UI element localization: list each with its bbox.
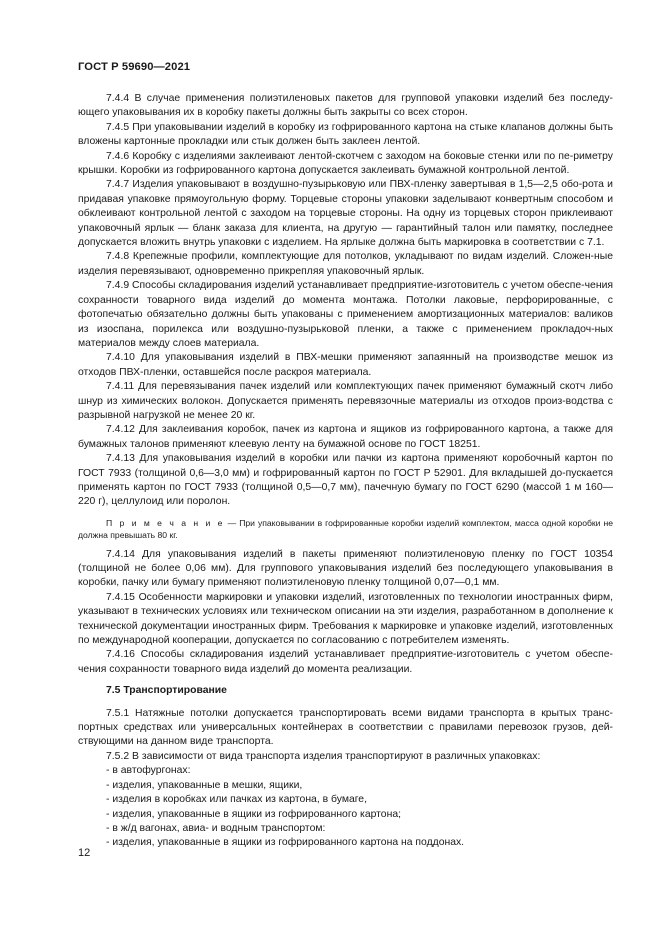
document-body	[78, 92, 613, 851]
paragraph-7-4-13: 7.4.13 Для упаковывания изделий в коробки или пачки из картона применяют коробочный картон по ГОСТ 7933 (толщиной 0,6—3,0 мм) и гофрированный картон по ГОСТ Р 52901. Для вкладышей до-пускается применять картон по ГОСТ 7933 (толщиной 0,5—0,7 мм), пачечную бумагу по ГОСТ 6290 (массой 1 м 160—220 г), целлулоид или поролон.	[78, 453, 613, 508]
paragraph-7-4-11: 7.4.11 Для перевязывания пачек изделий или комплектующих пачек применяют бумажный скотч либо шнур из химических волокон. Допускается применять перевязочные материалы из отходов произ-водства с разрывной нагрузкой не менее 20 кг.	[78, 381, 613, 421]
paragraph-7-4-10: 7.4.10 Для упаковывания изделий в ПВХ-мешки применяют запаянный на производстве мешок из отходов ПВХ-пленки, оставшейся после раскроя материала.	[78, 352, 613, 378]
list-item: - в автофургонах:	[106, 765, 191, 777]
paragraph-7-4-12: 7.4.12 Для заклеивания коробок, пачек из картона и ящиков из гофрированного картона, а также для бумажных талонов применяют клеевую ленту на бумажной основе по ГОСТ 18251.	[78, 424, 613, 450]
paragraph-7-4-16: 7.4.16 Способы складирования изделий устанавливает предприятие-изготовитель с учетом обеспе-чения сохранности товарного вида изделий до момента реализации.	[78, 649, 613, 675]
paragraph-7-5-1: 7.5.1 Натяжные потолки допускается транспортировать всеми видами транспорта в крытых транс-портных средствах или универсальных контейнерах в соответствии с правилами перевозок грузов, дей-ствующими на данном виде транспорта.	[78, 707, 613, 748]
note-label: П р и м е ч а н и е	[106, 517, 225, 528]
paragraph-7-4-9: 7.4.9 Способы складирования изделий устанавливает предприятие-изготовитель с учетом обеспе-чения сохранности товарного вида изделий до момента монтажа. Потолки лаковые, перфорированные, с фотопечатью обязательно должны быть упакованы с применением амортизационных материалов: валиков из изоспана, порилекса или воздушно-пузырьковой пленки, а также с применением прокладоч-ных материалов между слоев материала.	[78, 280, 613, 349]
paragraph-7-4-7: 7.4.7 Изделия упаковывают в воздушно-пузырьковую или ПВХ-пленку завертывая в 1,5—2,5 обо-рота и придавая упаковке прямоугольную форму. Торцевые стороны упаковки заделывают конвертным способом и обклеивают контрольной лентой с заходом на торцевые стороны. На одну из торцевых сторон приклеивают упаковочный ярлык — бланк заказа для клиента, на другую — гарантийный талон или памятку, последнее допускается вложить внутрь упаковки с изделием. На ярлыке должна быть маркировка в соответствии с 7.1.	[78, 179, 613, 249]
list-item: - изделия в коробках или пачках из картона, в бумаге,	[106, 794, 367, 806]
paragraph-7-4-8: 7.4.8 Крепежные профили, комплектующие для потолков, укладывают по видам изделий. Сложен-ные изделия перевязывают, одновременно прикрепляя упаковочный ярлык.	[78, 251, 613, 277]
section-title: 7.5 Транспортирование	[106, 685, 227, 697]
paragraph-7-4-15: 7.4.15 Особенности маркировки и упаковки изделий, изготовленных по технологии иностранных фирм, указывают в технических условиях или техническом описании на эти изделия, разработанном в дополнение к технической документации иностранных фирм. Требования к маркировке и упаковке изделий, изготовленных по международной кооперации, допускается по согласованию с потребителем изменять.	[78, 591, 613, 647]
note-text: — При упаковывании в гофрированные коробки изделий комплектом, масса одной коробки не должна превышать 80 кг.	[78, 517, 613, 541]
paragraph-7-5-2: 7.5.2 В зависимости от вида транспорта изделия транспортируют в различных упаковках:	[106, 750, 541, 762]
paragraph-7-4-14: 7.4.14 Для упаковывания изделий в пакеты применяют полиэтиленовую пленку по ГОСТ 10354 (толщиной не более 0,06 мм). Для группового упаковывания изделий без последующего упаковывания в коробки, пачку или бумагу применяют полиэтиленовую пленку толщиной 0,07—0,1 мм.	[78, 548, 613, 589]
transport-list	[78, 764, 613, 850]
list-item: - в ж/д вагонах, авиа- и водным транспортом:	[106, 822, 326, 834]
paragraph-7-4-5: 7.4.5 При упаковывании изделий в коробку из гофрированного картона на стыке клапанов должны быть вложены картонные прокладки или стык должен быть заклеен лентой.	[78, 121, 613, 148]
paragraph-7-4-4: 7.4.4 В случае применения полиэтиленовых пакетов для групповой упаковки изделий без последу-ющего упаковывания их в коробку пакеты должны быть закрыты со всех сторон.	[78, 93, 613, 119]
document-header: ГОСТ Р 59690—2021	[78, 61, 191, 73]
list-item: - изделия, упакованные в ящики из гофрированного картона на поддонах.	[106, 837, 465, 849]
list-item: - изделия, упакованные в мешки, ящики,	[106, 779, 303, 791]
page-number: 12	[78, 847, 91, 859]
paragraph-7-4-6: 7.4.6 Коробку с изделиями заклеивают лентой-скотчем с заходом на боковые стенки или по пе-риметру крышки. Коробки из гофрированного картона допускается заклеивать бумажной контрольной лентой.	[78, 150, 613, 177]
note	[78, 517, 613, 542]
list-item: - изделия, упакованные в ящики из гофрированного картона;	[106, 808, 401, 820]
